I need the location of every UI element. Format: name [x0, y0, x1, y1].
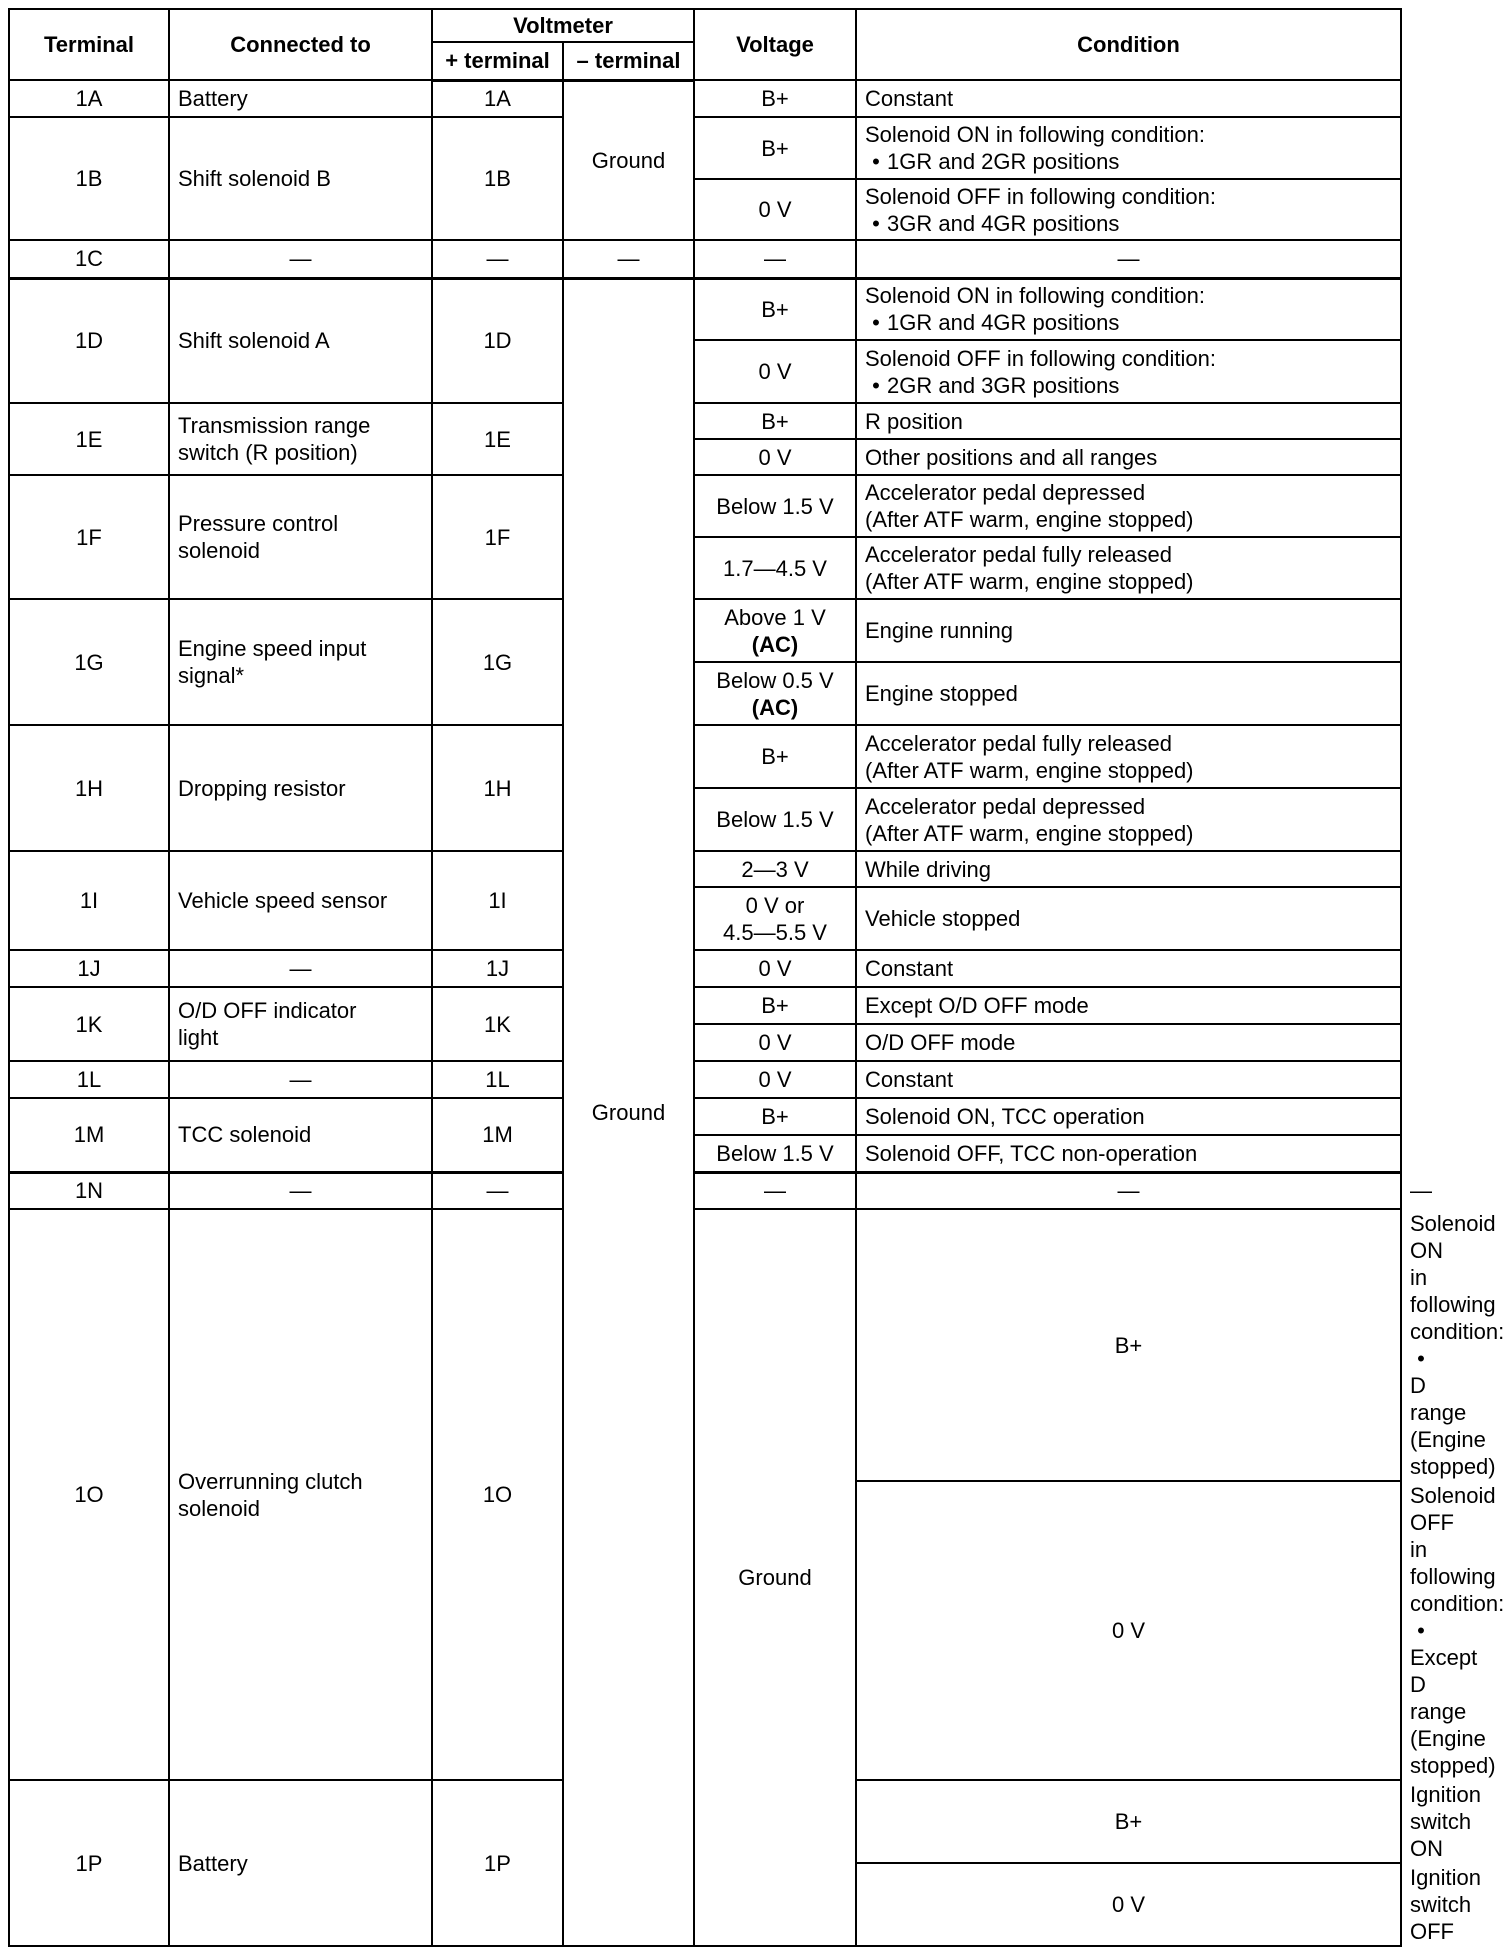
condition-cell — [856, 725, 1401, 788]
voltage-cell: 0 V — [694, 340, 856, 403]
condition-text: Solenoid ON in following condition: — [865, 283, 1205, 309]
table-row-1b — [9, 117, 1401, 179]
plus-terminal-cell: 1B — [432, 117, 563, 240]
header-minus-terminal: – terminal — [563, 42, 694, 80]
header-connected-to: Connected to — [169, 9, 432, 80]
plus-terminal-cell: 1M — [432, 1098, 563, 1172]
voltage-cell: B+ — [694, 987, 856, 1024]
voltage-cell: 0 V — [856, 1863, 1401, 1946]
connected-cell: Dropping resistor — [169, 725, 432, 851]
condition-text: Solenoid ON in following condition: — [865, 122, 1205, 147]
condition-bullet-text: 2GR and 3GR positions — [887, 372, 1120, 398]
voltage-cell — [694, 887, 856, 950]
connected-text: signal* — [178, 663, 245, 688]
plus-terminal-cell: — — [432, 240, 563, 278]
connected-text: light — [178, 1025, 219, 1050]
terminal-cell: 1N — [9, 1172, 169, 1209]
bullet-icon: • — [872, 372, 880, 398]
connected-cell — [169, 599, 432, 725]
condition-cell: Engine stopped — [856, 662, 1401, 725]
header-plus-terminal: + terminal — [432, 42, 563, 80]
voltage-cell — [694, 662, 856, 725]
condition-bullet-text: 1GR and 2GR positions — [887, 149, 1120, 174]
connected-cell: — — [169, 1061, 432, 1098]
voltage-cell: 1.7—4.5 V — [694, 537, 856, 599]
voltage-cell: B+ — [856, 1209, 1401, 1481]
connected-cell: Battery — [169, 80, 432, 117]
voltage-cell: 0 V — [694, 1061, 856, 1098]
condition-bullet-text: D range (Engine stopped) — [1410, 1373, 1496, 1479]
connected-text: switch (R position) — [178, 440, 358, 465]
condition-cell — [856, 179, 1401, 240]
header-terminal: Terminal — [9, 9, 169, 80]
condition-cell — [856, 475, 1401, 537]
header-condition: Condition — [856, 9, 1401, 80]
voltage-cell: 0 V — [694, 439, 856, 475]
bullet-icon: • — [872, 210, 880, 236]
terminal-voltage-table — [8, 8, 1504, 1947]
voltage-text: 0 V or — [745, 892, 805, 918]
condition-cell: Vehicle stopped — [856, 887, 1401, 950]
plus-terminal-cell: 1H — [432, 725, 563, 851]
condition-text: Solenoid OFF in following condition: — [865, 345, 1216, 371]
header-voltage: Voltage — [694, 9, 856, 80]
voltage-cell — [694, 599, 856, 662]
condition-cell: Engine running — [856, 599, 1401, 662]
terminal-cell: 1C — [9, 240, 169, 278]
connected-text: O/D OFF indicator — [178, 998, 357, 1023]
table-row-1a — [9, 80, 1401, 117]
condition-cell: Solenoid ON, TCC operation — [856, 1098, 1401, 1135]
bullet-icon: • — [1417, 1346, 1425, 1371]
condition-bullet-text: Except D range (Engine stopped) — [1410, 1645, 1496, 1778]
connected-cell: — — [169, 950, 432, 987]
condition-cell: Except O/D OFF mode — [856, 987, 1401, 1024]
minus-terminal-cell: — — [563, 240, 694, 278]
plus-terminal-cell: 1G — [432, 599, 563, 725]
connected-text: Transmission range — [178, 413, 371, 438]
voltage-cell: B+ — [694, 278, 856, 340]
voltage-cell: 0 V — [694, 179, 856, 240]
connected-cell: Vehicle speed sensor — [169, 851, 432, 950]
header-voltmeter: Voltmeter — [432, 9, 694, 42]
table-row-1j — [9, 950, 1401, 987]
condition-bullet-text: 3GR and 4GR positions — [887, 210, 1120, 236]
terminal-cell: 1P — [9, 1780, 169, 1946]
table-row-1g — [9, 599, 1401, 662]
ac-label: (AC) — [751, 694, 799, 720]
condition-cell: Constant — [856, 950, 1401, 987]
voltage-cell: B+ — [856, 1780, 1401, 1863]
plus-terminal-cell: 1F — [432, 475, 563, 599]
condition-cell: Constant — [856, 80, 1401, 117]
condition-cell: Solenoid OFF, TCC non-operation — [856, 1135, 1401, 1172]
voltage-cell: Below 1.5 V — [694, 475, 856, 537]
terminal-cell: 1M — [9, 1098, 169, 1172]
terminal-cell: 1D — [9, 278, 169, 403]
connected-cell: Battery — [169, 1780, 432, 1946]
connected-text: solenoid — [178, 538, 260, 563]
condition-text: (After ATF warm, engine stopped) — [865, 820, 1194, 846]
terminal-cell: 1B — [9, 117, 169, 240]
terminal-cell: 1I — [9, 851, 169, 950]
connected-text: Engine speed input — [178, 636, 367, 661]
plus-terminal-cell: 1L — [432, 1061, 563, 1098]
voltage-cell: Below 1.5 V — [694, 788, 856, 851]
condition-cell — [856, 537, 1401, 599]
voltage-text: Above 1 V — [724, 604, 826, 630]
voltage-text: 4.5—5.5 V — [723, 919, 827, 945]
plus-terminal-cell: 1A — [432, 80, 563, 117]
condition-text: Accelerator pedal fully released — [865, 542, 1172, 567]
terminal-cell: 1L — [9, 1061, 169, 1098]
voltage-cell: B+ — [694, 403, 856, 439]
table-row-1p: 1P Battery 1P B+ Ignition switch ON — [9, 1780, 1401, 1863]
condition-text: Solenoid OFF in following condition: — [865, 183, 1216, 209]
plus-terminal-cell: 1D — [432, 278, 563, 403]
voltage-cell: 0 V — [694, 1024, 856, 1061]
minus-terminal-cell: Ground — [563, 80, 694, 240]
condition-cell: While driving — [856, 851, 1401, 887]
connected-text: Overrunning clutch — [178, 1468, 363, 1494]
connected-cell: — — [169, 1172, 432, 1209]
bullet-icon: • — [872, 310, 880, 336]
condition-text: Accelerator pedal fully released — [865, 730, 1172, 756]
table-row-1m — [9, 1098, 1401, 1135]
voltage-cell: 2—3 V — [694, 851, 856, 887]
terminal-cell: 1J — [9, 950, 169, 987]
voltage-cell: 0 V — [694, 950, 856, 987]
connected-text: solenoid — [178, 1495, 260, 1521]
terminal-cell: 1K — [9, 987, 169, 1061]
plus-terminal-cell: 1J — [432, 950, 563, 987]
connected-cell — [169, 1209, 432, 1780]
condition-cell: O/D OFF mode — [856, 1024, 1401, 1061]
terminal-cell: 1E — [9, 403, 169, 475]
condition-cell: — — [856, 240, 1401, 278]
connected-text: Pressure control — [178, 511, 339, 536]
connected-cell — [169, 475, 432, 599]
voltage-cell: B+ — [694, 725, 856, 788]
condition-cell: R position — [856, 403, 1401, 439]
connected-cell: Shift solenoid B — [169, 117, 432, 240]
plus-terminal-cell: 1P — [432, 1780, 563, 1946]
header-row-1 — [9, 9, 1401, 42]
table-row-1c — [9, 240, 1401, 278]
terminal-cell: 1G — [9, 599, 169, 725]
condition-text: (After ATF warm, engine stopped) — [865, 507, 1194, 532]
terminal-cell: 1F — [9, 475, 169, 599]
condition-text: (After ATF warm, engine stopped) — [865, 569, 1194, 594]
condition-cell: Constant — [856, 1061, 1401, 1098]
plus-terminal-cell: — — [432, 1172, 563, 1209]
plus-terminal-cell: 1I — [432, 851, 563, 950]
minus-terminal-cell: Ground — [563, 278, 694, 1946]
voltage-text: Below 0.5 V — [716, 667, 834, 693]
condition-text: Accelerator pedal depressed — [865, 793, 1146, 819]
condition-text: Solenoid ON in following condition: — [1410, 1211, 1504, 1344]
table-row-1n: 1N — — — — — — [9, 1172, 1401, 1209]
voltage-cell: — — [694, 240, 856, 278]
minus-terminal-cell: Ground — [694, 1209, 856, 1946]
condition-cell — [856, 117, 1401, 179]
condition-text: Accelerator pedal depressed — [865, 480, 1146, 505]
plus-terminal-cell: 1O — [432, 1209, 563, 1780]
table-row-1h — [9, 725, 1401, 788]
minus-terminal-cell: — — [694, 1172, 856, 1209]
table-row-1i — [9, 851, 1401, 887]
connected-cell: — — [169, 240, 432, 278]
table-row-1f — [9, 475, 1401, 537]
connected-cell — [169, 987, 432, 1061]
voltage-cell: 0 V — [856, 1481, 1401, 1780]
table-row-1k — [9, 987, 1401, 1024]
table-row-1o — [9, 1209, 1401, 1481]
condition-cell — [856, 788, 1401, 851]
connected-cell: TCC solenoid — [169, 1098, 432, 1172]
connected-cell — [169, 403, 432, 475]
voltage-cell: — — [856, 1172, 1401, 1209]
plus-terminal-cell: 1E — [432, 403, 563, 475]
terminal-cell: 1O — [9, 1209, 169, 1780]
condition-text: Solenoid OFF in following condition: — [1410, 1483, 1504, 1616]
table-row-1p-sub: 0 V Ignition switch OFF — [9, 1863, 1401, 1946]
terminal-cell: 1A — [9, 80, 169, 117]
condition-cell: Other positions and all ranges — [856, 439, 1401, 475]
condition-text: (After ATF warm, engine stopped) — [865, 757, 1194, 783]
bullet-icon: • — [872, 149, 880, 174]
condition-bullet-text: 1GR and 4GR positions — [887, 310, 1120, 336]
table-row-1l — [9, 1061, 1401, 1098]
table-row-1e — [9, 403, 1401, 439]
terminal-cell: 1H — [9, 725, 169, 851]
ac-label: (AC) — [751, 631, 799, 657]
voltage-cell: B+ — [694, 1098, 856, 1135]
plus-terminal-cell: 1K — [432, 987, 563, 1061]
voltage-cell: B+ — [694, 117, 856, 179]
voltage-cell: Below 1.5 V — [694, 1135, 856, 1172]
condition-cell — [856, 340, 1401, 403]
condition-cell — [856, 278, 1401, 340]
bullet-icon: • — [1417, 1618, 1425, 1643]
table-row-1d — [9, 278, 1401, 340]
voltage-cell: B+ — [694, 80, 856, 117]
connected-cell: Shift solenoid A — [169, 278, 432, 403]
